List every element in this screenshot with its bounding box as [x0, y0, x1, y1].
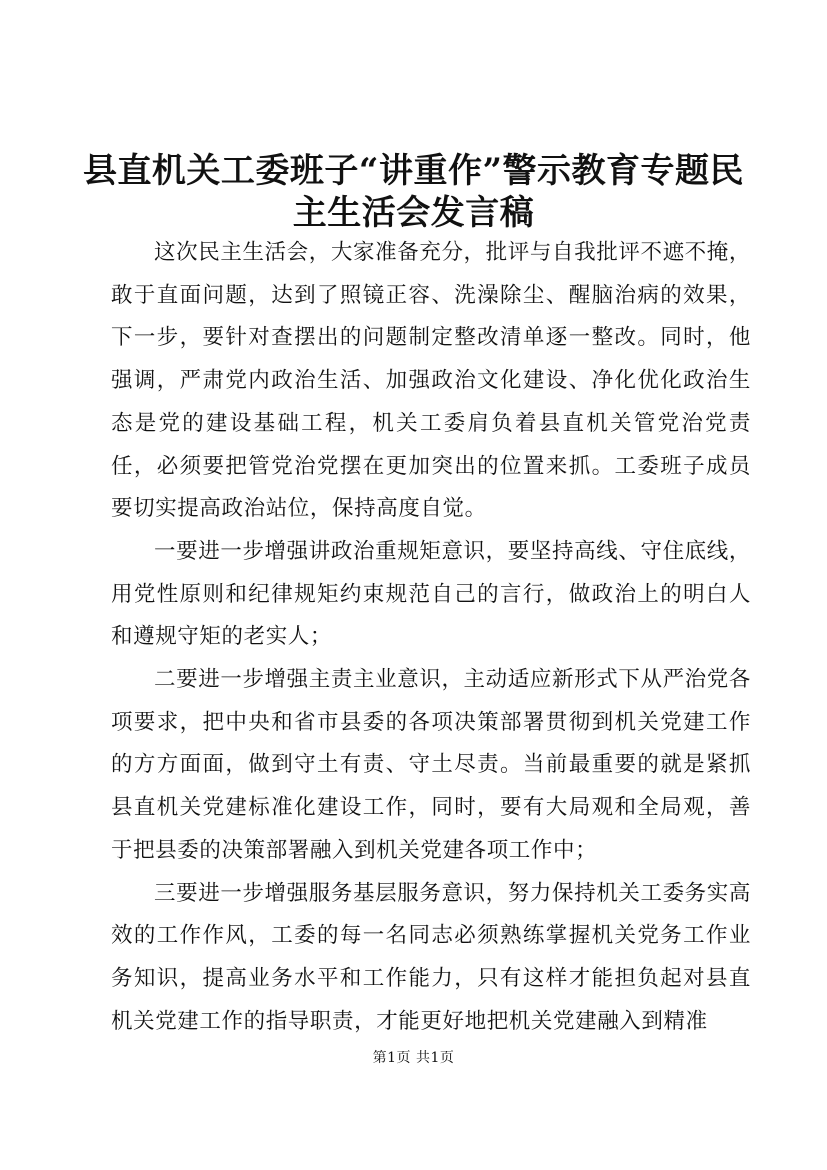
paragraph-3: 二要进一步增强主责主业意识，主动适应新形式下从严治党各项要求，把中央和省市县委的各项决策部署贯彻到机关党建工作的方方面面，做到守土有责、守土尽责。当前最重要的就是紧抓县直机关党建标准化建设工作，同时，要有大局观和全局观，善于把县委的决策部署融入到机关党建各项工作中； — [111, 667, 751, 863]
paragraph-2: 一要进一步增强讲政治重规矩意识，要坚持高线、守住底线，用党性原则和纪律规矩约束规范自己的言行，做政治上的明白人和遵规守矩的老实人； — [111, 538, 751, 650]
paragraph-4: 三要进一步增强服务基层服务意识，努力保持机关工委务实高效的工作作风，工委的每一名同志必须熟练掌握机关党务工作业务知识，提高业务水平和工作能力，只有这样才能担负起对县直机关党建工作的指导职责，才能更好地把机关党建融入到精准 — [111, 880, 751, 1034]
page-number-footer: 第1页 共1页 — [372, 1050, 455, 1066]
title-line-2: 主生活会发言稿 — [292, 193, 535, 233]
document-title — [80, 150, 747, 234]
paragraph-1: 这次民主生活会，大家准备充分，批评与自我批评不遮不掩，敢于直面问题，达到了照镜正容、洗澡除尘、醒脑治病的效果，下一步，要针对查摆出的问题制定整改清单逐一整改。同时，他强调，严肃党内政治生活、加强政治文化建设、净化优化政治生态是党的建设基础工程，机关工委肩负着县直机关管党治党责任，必须要把管党治党摆在更加突出的位置来抓。工委班子成员要切实提高政治站位，保持高度自觉。 — [111, 240, 751, 522]
document-body — [111, 232, 751, 1043]
title-line-1: 县直机关工委班子“讲重作”警示教育专题民 — [82, 151, 745, 191]
